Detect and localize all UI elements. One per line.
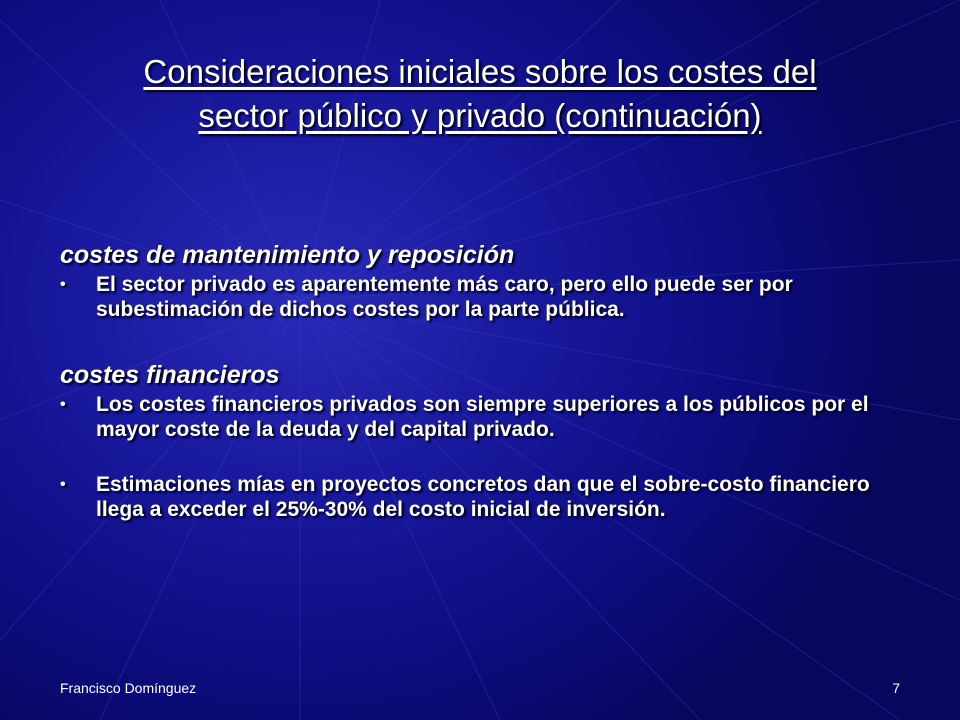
slide-title-line2: sector público y privado (continuación): [198, 97, 762, 134]
bullet-maintenance: [60, 272, 910, 322]
bullet-dot-icon: •: [60, 396, 66, 413]
slide-title-line1: Consideraciones iniciales sobre los costes del: [143, 53, 817, 90]
section-heading-financial: costes financieros: [60, 361, 280, 389]
bullet-text: El sector privado es aparentemente más caro, pero ello puede ser por subestimación de dichos costes por la parte pública.: [96, 273, 793, 321]
bullet-text: Estimaciones mías en proyectos concretos dan que el sobre-costo financiero llega a exceder el 25%-30% del costo inicial de inversión.: [96, 473, 870, 521]
bullet-dot-icon: •: [60, 276, 66, 293]
section-heading-maintenance: costes de mantenimiento y reposición: [60, 241, 515, 269]
slide-content: [60, 238, 910, 522]
bullet-text: Los costes financieros privados son siempre superiores a los públicos por el mayor coste de la deuda y del capital privado.: [96, 393, 869, 441]
bullet-estimates: [60, 472, 910, 522]
page-number: 7: [892, 680, 900, 696]
bullet-dot-icon: •: [60, 476, 66, 493]
bullet-financial-costs: [60, 392, 910, 442]
footer-author: Francisco Domínguez: [60, 680, 197, 696]
slide-title: [60, 50, 900, 138]
